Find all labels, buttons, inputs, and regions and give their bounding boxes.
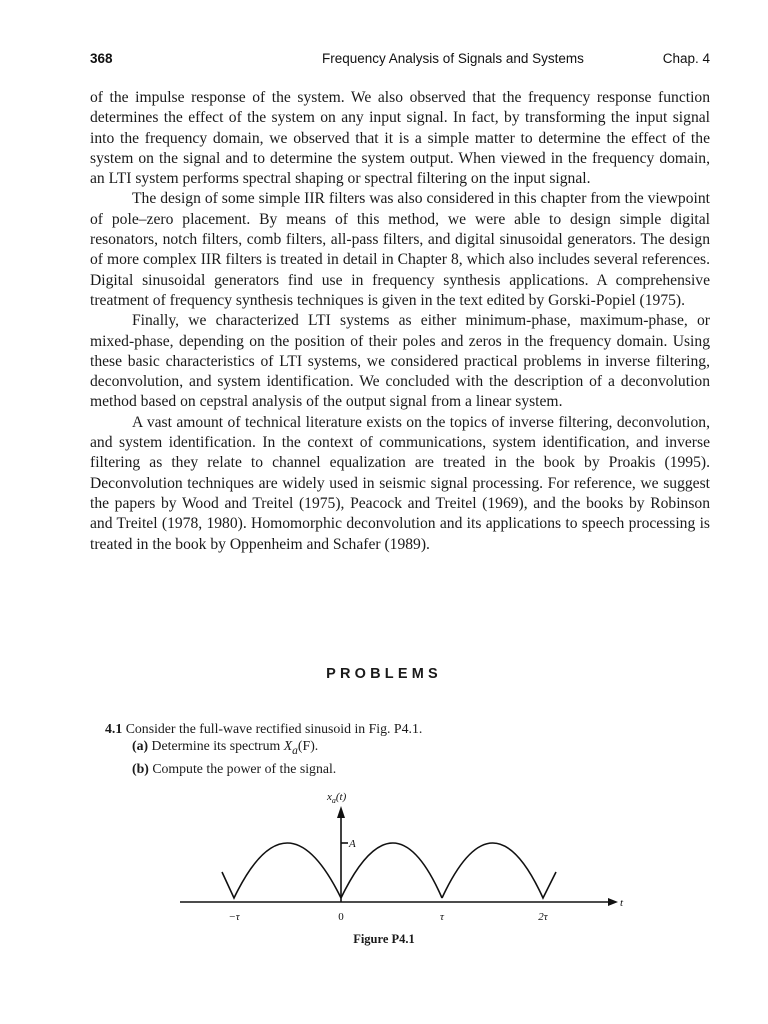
tick-label: τ <box>440 911 444 923</box>
paragraph: Finally, we characterized LTI systems as either minimum-phase, maximum-phase, or mixed-phase, depending on the position of their poles and zeros in the frequency domain. Using these basic characteristics of LTI systems, we considered practical problems in inverse filtering, deconvolution, and system identification. We concluded with the description of a deconvolution method based on cepstral analysis of the output signal from a linear system. <box>90 312 710 411</box>
tick-label: 2τ <box>538 911 548 923</box>
paragraph: The design of some simple IIR filters was also considered in this chapter from the viewpoint of pole–zero placement. By means of this method, we were able to design simple digital resonators, notch filters, comb filters, all-pass filters, and digital sinusoidal generators. The design of more complex IIR filters is treated in detail in Chapter 8, which also includes several references. Digital sinusoidal generators find use in frequency synthesis applications. A comprehensive treatment of frequency synthesis techniques is given in the text edited by Gorski-Popiel (1975). <box>90 190 710 309</box>
problem-statement: Consider the full-wave rectified sinusoid in Fig. P4.1. <box>125 721 423 736</box>
problem-number: 4.1 <box>105 721 123 736</box>
part-label: (b) <box>132 760 149 776</box>
signal-arch <box>341 843 442 898</box>
part-math-sub: a <box>292 744 298 757</box>
paragraph: A vast amount of technical literature exists on the topics of inverse filtering, deconvolution, and system identification. In the context of communications, system identification, and inverse filtering as they relate to channel equalization are treated in the book by Proakis (1995). Deconvolution techniques are widely used in seismic signal processing. For reference, we suggest the papers by Wood and Treitel (1975), Peacock and Treitel (1969), and the books by Robinson and Treitel (1978, 1980). Homomorphic deconvolution and its applications to speech processing is treated in the book by Oppenheim and Schafer (1989). <box>90 413 710 553</box>
paragraph: of the impulse response of the system. We also observed that the frequency response function determines the effect of the system on any input signal. In fact, by transforming the input signal into the frequency domain, we observed that it is a simple matter to determine the effect of the system on the signal and to determine the system output. When viewed in the frequency domain, an LTI system performs spectral shaping or spectral filtering on the input signal. <box>90 89 710 188</box>
page-number: 368 <box>90 51 113 66</box>
part-text-post: (F). <box>297 738 319 753</box>
figure-graph <box>180 806 618 906</box>
amplitude-label: A <box>349 838 356 850</box>
figure-caption: Figure P4.1 <box>353 932 415 946</box>
x-axis-label: t <box>620 897 624 909</box>
part-math: X <box>283 738 293 753</box>
part-text: Compute the power of the signal. <box>152 760 337 776</box>
part-text: Determine its spectrum <box>151 738 284 753</box>
figure-labels <box>228 791 624 923</box>
running-title: Frequency Analysis of Signals and Systems <box>322 51 584 66</box>
time-axis-arrow <box>608 898 618 906</box>
y-axis-label: $x_a(t)$ <box>327 791 347 805</box>
signal-arch <box>222 843 341 898</box>
problems-heading: PROBLEMS <box>326 666 442 682</box>
chapter-label: Chap. 4 <box>662 51 710 66</box>
tick-label: 0 <box>338 911 344 923</box>
amplitude-axis-arrow <box>337 806 345 818</box>
part-label: (a) <box>132 738 149 753</box>
signal-arch <box>442 843 556 898</box>
tick-label: −τ <box>228 911 240 923</box>
